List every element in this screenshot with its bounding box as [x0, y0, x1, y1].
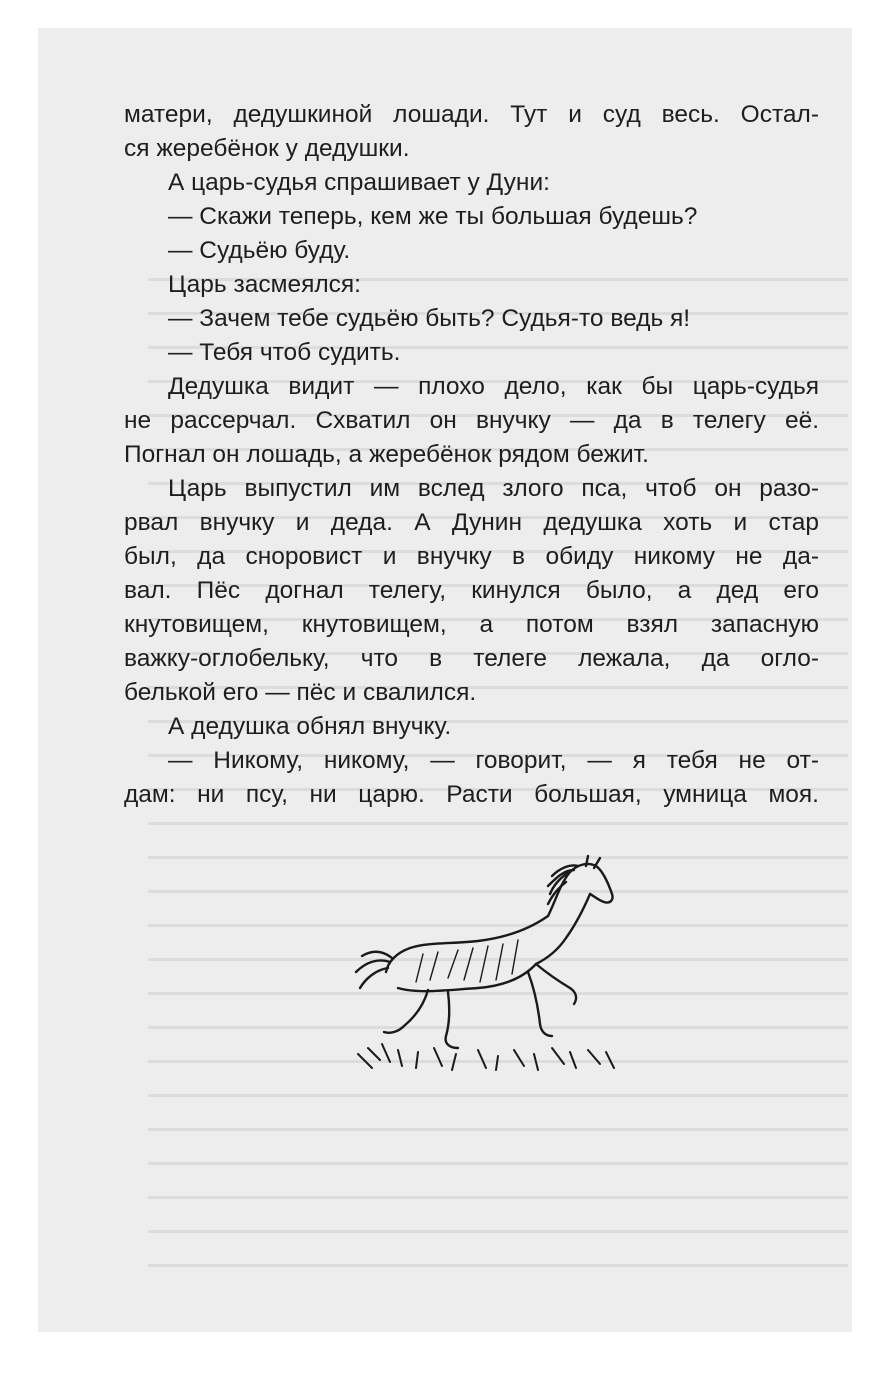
text-line: Дедушка видит — плохо дело, как бы царь-судья [168, 373, 819, 400]
text-line: вал. Пёс догнал телегу, кинулся было, а дед его [124, 577, 819, 604]
text-line: матери, дедушкиной лошади. Тут и суд весь. Остал- [124, 101, 819, 128]
text-line: — Никому, никому, — говорит, — я тебя не от- [168, 747, 819, 774]
text-line: дам: ни псу, ни царю. Расти большая, умница моя. [124, 781, 819, 808]
text-line: А царь-судья спрашивает у Дуни: [168, 169, 550, 196]
text-line: — Скажи теперь, кем же ты большая будешь? [168, 203, 698, 230]
text-line: ся жеребёнок у дедушки. [124, 135, 410, 162]
text-line: — Зачем тебе судьёю быть? Судья-то ведь я! [168, 305, 691, 332]
text-line: кнутовищем, кнутовищем, а потом взял запасную [124, 611, 819, 638]
text-line: важку-оглобельку, что в телеге лежала, да огло- [124, 645, 819, 672]
text-line: Царь засмеялся: [168, 271, 361, 298]
text-line: А дедушка обнял внучку. [168, 713, 452, 740]
book-page [38, 28, 852, 1332]
page-text [124, 98, 819, 812]
horse-illustration [338, 838, 638, 1078]
text-line: Царь выпустил им вслед злого пса, чтоб он разо- [168, 475, 819, 502]
text-line: рвал внучку и деда. А Дунин дедушка хоть и стар [124, 509, 819, 536]
text-line: белькой его — пёс и свалился. [124, 679, 477, 706]
text-line: не рассерчал. Схватил он внучку — да в телегу её. [124, 407, 819, 434]
text-line: был, да сноровист и внучку в обиду никому не да- [124, 543, 819, 570]
text-line: — Тебя чтоб судить. [168, 339, 401, 366]
text-line: — Судьёю буду. [168, 237, 351, 264]
text-line: Погнал он лошадь, а жеребёнок рядом бежит. [124, 441, 649, 468]
